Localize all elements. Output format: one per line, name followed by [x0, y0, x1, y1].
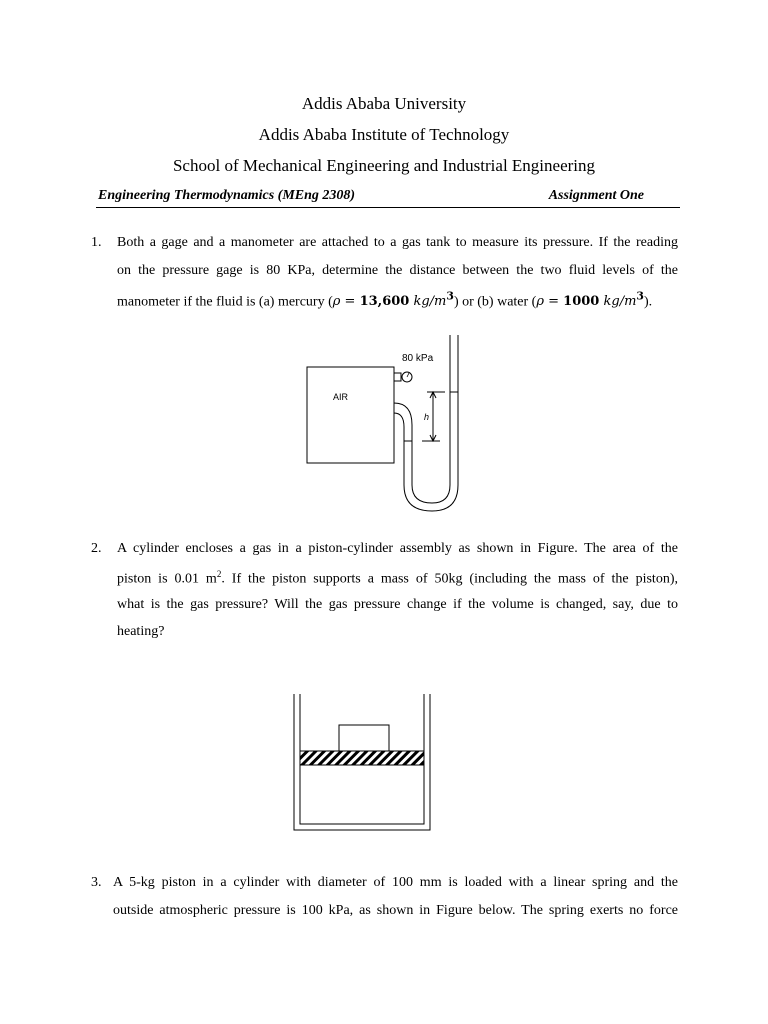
q1-text-a: manometer if the fluid is (a) mercury (: [117, 294, 333, 310]
mercury-density: ρ = 13,600 $kg/m^3$: [332, 290, 454, 310]
height-label: h: [424, 412, 430, 422]
question-2-line-3: what is the gas pressure? Will the gas pressure change if the volume is changed, say, due to: [117, 597, 678, 612]
question-2-line-2: piston is 0.01 $m^2$. If the piston supports a mass of 50kg (including the mass of the piston),: [117, 569, 678, 587]
institute-name: Addis Ababa Institute of Technology: [258, 125, 510, 144]
question-2-number: 2.: [91, 541, 102, 556]
question-3-line-2: outside atmospheric pressure is 100 kPa, as shown in Figure below. The spring exerts no force: [113, 903, 678, 918]
course-title: Engineering Thermodynamics (MEng 2308): [98, 188, 356, 203]
mass-block: [339, 725, 389, 751]
air-tank: [307, 367, 394, 463]
gage-connector: [394, 373, 401, 381]
question-3-line-1: A 5-kg piston in a cylinder with diameter of 100 mm is loaded with a linear spring and the: [113, 875, 678, 890]
manometer-figure: [295, 335, 475, 515]
tank-label: AIR: [333, 392, 349, 402]
question-1-line-3: [117, 290, 678, 310]
q1-text-c: ).: [643, 294, 653, 310]
question-1-line-1: Both a gage and a manometer are attached to a gas tank to measure its pressure. If the reading: [117, 235, 678, 250]
question-2-line-1: A cylinder encloses a gas in a piston-cylinder assembly as shown in Figure. The area of the: [117, 541, 678, 556]
question-1-line-2: on the pressure gage is 80 KPa, determine the distance between the two fluid levels of the: [117, 263, 678, 278]
water-density: ρ = 1000 $kg/m^3$: [536, 290, 644, 310]
question-1-number: 1.: [91, 235, 102, 250]
gage-label: 80 kPa: [402, 353, 434, 364]
course-header-row: [96, 187, 680, 208]
assignment-title: Assignment One: [548, 188, 644, 203]
university-name: Addis Ababa University: [301, 94, 467, 113]
school-name: School of Mechanical Engineering and Industrial Engineering: [172, 156, 596, 175]
piston-cylinder-figure: [290, 690, 435, 835]
question-3-number: 3.: [91, 875, 102, 890]
piston: [300, 751, 424, 765]
q1-text-b: ) or (b) water (: [453, 294, 537, 310]
question-2-line-4: heating?: [117, 624, 165, 639]
